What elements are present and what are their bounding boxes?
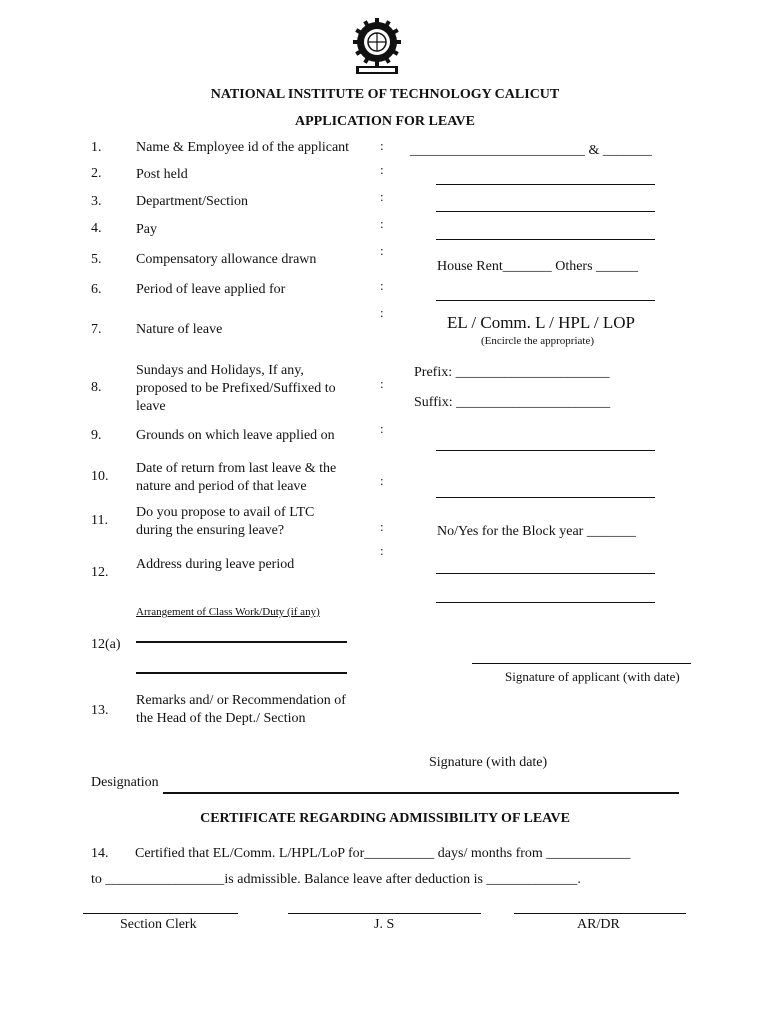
pay-field[interactable] — [436, 239, 655, 240]
item-number: 7. — [91, 322, 102, 337]
item-label: Nature of leave — [136, 322, 223, 337]
item-label-line: Remarks and/ or Recommendation of — [136, 693, 346, 708]
colon: : — [380, 216, 384, 231]
item-label: Period of leave applied for — [136, 282, 286, 297]
ar-dr-signature-line[interactable] — [514, 913, 686, 914]
item-label-line: Do you propose to avail of LTC — [136, 505, 315, 520]
address-field-line-1[interactable] — [436, 573, 655, 574]
item-number: 3. — [91, 194, 102, 209]
post-held-field[interactable] — [436, 184, 655, 185]
prefix-field[interactable]: Prefix: ______________________ — [414, 365, 610, 380]
item-label-line: Date of return from last leave & the — [136, 461, 337, 476]
ltc-field[interactable]: No/Yes for the Block year _______ — [437, 524, 636, 539]
certificate-title: CERTIFICATE REGARDING ADMISSIBILITY OF LEAVE — [200, 811, 570, 826]
certificate-line-1[interactable]: Certified that EL/Comm. L/HPL/LoP for__________ days/ months from ____________ — [135, 846, 631, 861]
item-number: 9. — [91, 428, 102, 443]
item-label — [136, 460, 336, 496]
item-label: Department/Section — [136, 194, 248, 209]
item-number: 2. — [91, 166, 102, 181]
item-label-line: leave — [136, 399, 166, 414]
suffix-field[interactable]: Suffix: ______________________ — [414, 395, 611, 410]
item-label-line: during the ensuring leave? — [136, 523, 285, 538]
department-field[interactable] — [436, 211, 655, 212]
designation-label: Designation — [91, 775, 159, 790]
section-clerk-label: Section Clerk — [120, 917, 197, 932]
compensatory-allowance-field[interactable]: House Rent_______ Others ______ — [437, 259, 639, 274]
applicant-signature-line[interactable] — [472, 663, 691, 664]
colon: : — [380, 543, 384, 558]
colon: : — [380, 376, 384, 391]
arrangement-field-line-1[interactable] — [136, 641, 347, 643]
hod-signature-label: Signature (with date) — [429, 755, 548, 770]
item-label: Compensatory allowance drawn — [136, 252, 317, 267]
address-field-line-2[interactable] — [436, 602, 655, 603]
encircle-note: (Encircle the appropriate) — [481, 335, 594, 347]
js-signature-line[interactable] — [288, 913, 481, 914]
leave-period-field[interactable] — [436, 300, 655, 301]
item-label-line: nature and period of that leave — [136, 479, 307, 494]
item-label: Name & Employee id of the applicant — [136, 140, 350, 155]
item-number: 11. — [91, 513, 108, 528]
grounds-field[interactable] — [436, 450, 655, 451]
colon: : — [380, 243, 384, 258]
item-number: 14. — [91, 846, 109, 861]
applicant-signature-label: Signature of applicant (with date) — [505, 669, 680, 684]
item-label: Post held — [136, 167, 188, 182]
colon: : — [380, 189, 384, 204]
item-number: 13. — [91, 703, 109, 718]
name-employee-id-field[interactable]: _________________________ & _______ — [410, 143, 652, 158]
institute-name: NATIONAL INSTITUTE OF TECHNOLOGY CALICUT — [210, 87, 560, 102]
item-label: Grounds on which leave applied on — [136, 428, 335, 443]
item-number: 6. — [91, 282, 102, 297]
item-number: 12. — [91, 565, 109, 580]
item-label — [136, 362, 336, 416]
item-label: Pay — [136, 222, 157, 237]
item-label-line: Sundays and Holidays, If any, — [136, 363, 304, 378]
leave-type-options[interactable]: EL / Comm. L / HPL / LOP — [447, 313, 635, 332]
colon: : — [380, 305, 384, 320]
item-number: 8. — [91, 380, 102, 395]
item-label-line: the Head of the Dept./ Section — [136, 711, 306, 726]
item-label — [136, 692, 346, 728]
item-number: 5. — [91, 252, 102, 267]
colon: : — [380, 519, 384, 534]
colon: : — [380, 278, 384, 293]
item-number: 10. — [91, 469, 109, 484]
item-label — [136, 504, 314, 540]
item-label-line: proposed to be Prefixed/Suffixed to — [136, 381, 336, 396]
js-label: J. S — [374, 917, 395, 932]
form-title: APPLICATION FOR LEAVE — [295, 114, 475, 129]
section-clerk-signature-line[interactable] — [83, 913, 238, 914]
ar-dr-label: AR/DR — [577, 917, 620, 932]
certificate-line-2[interactable]: to _________________is admissible. Balance leave after deduction is _____________. — [91, 872, 581, 887]
colon: : — [380, 473, 384, 488]
institute-seal-icon — [351, 18, 403, 76]
arrangement-field-line-2[interactable] — [136, 672, 347, 674]
colon: : — [380, 162, 384, 177]
colon: : — [380, 421, 384, 436]
item-number: 1. — [91, 140, 102, 155]
item-number: 12(a) — [91, 637, 121, 652]
colon: : — [380, 138, 384, 153]
return-date-field[interactable] — [436, 497, 655, 498]
arrangement-heading: Arrangement of Class Work/Duty (if any) — [136, 606, 320, 618]
item-number: 4. — [91, 221, 102, 236]
item-label: Address during leave period — [136, 557, 295, 572]
designation-line[interactable] — [163, 792, 679, 794]
